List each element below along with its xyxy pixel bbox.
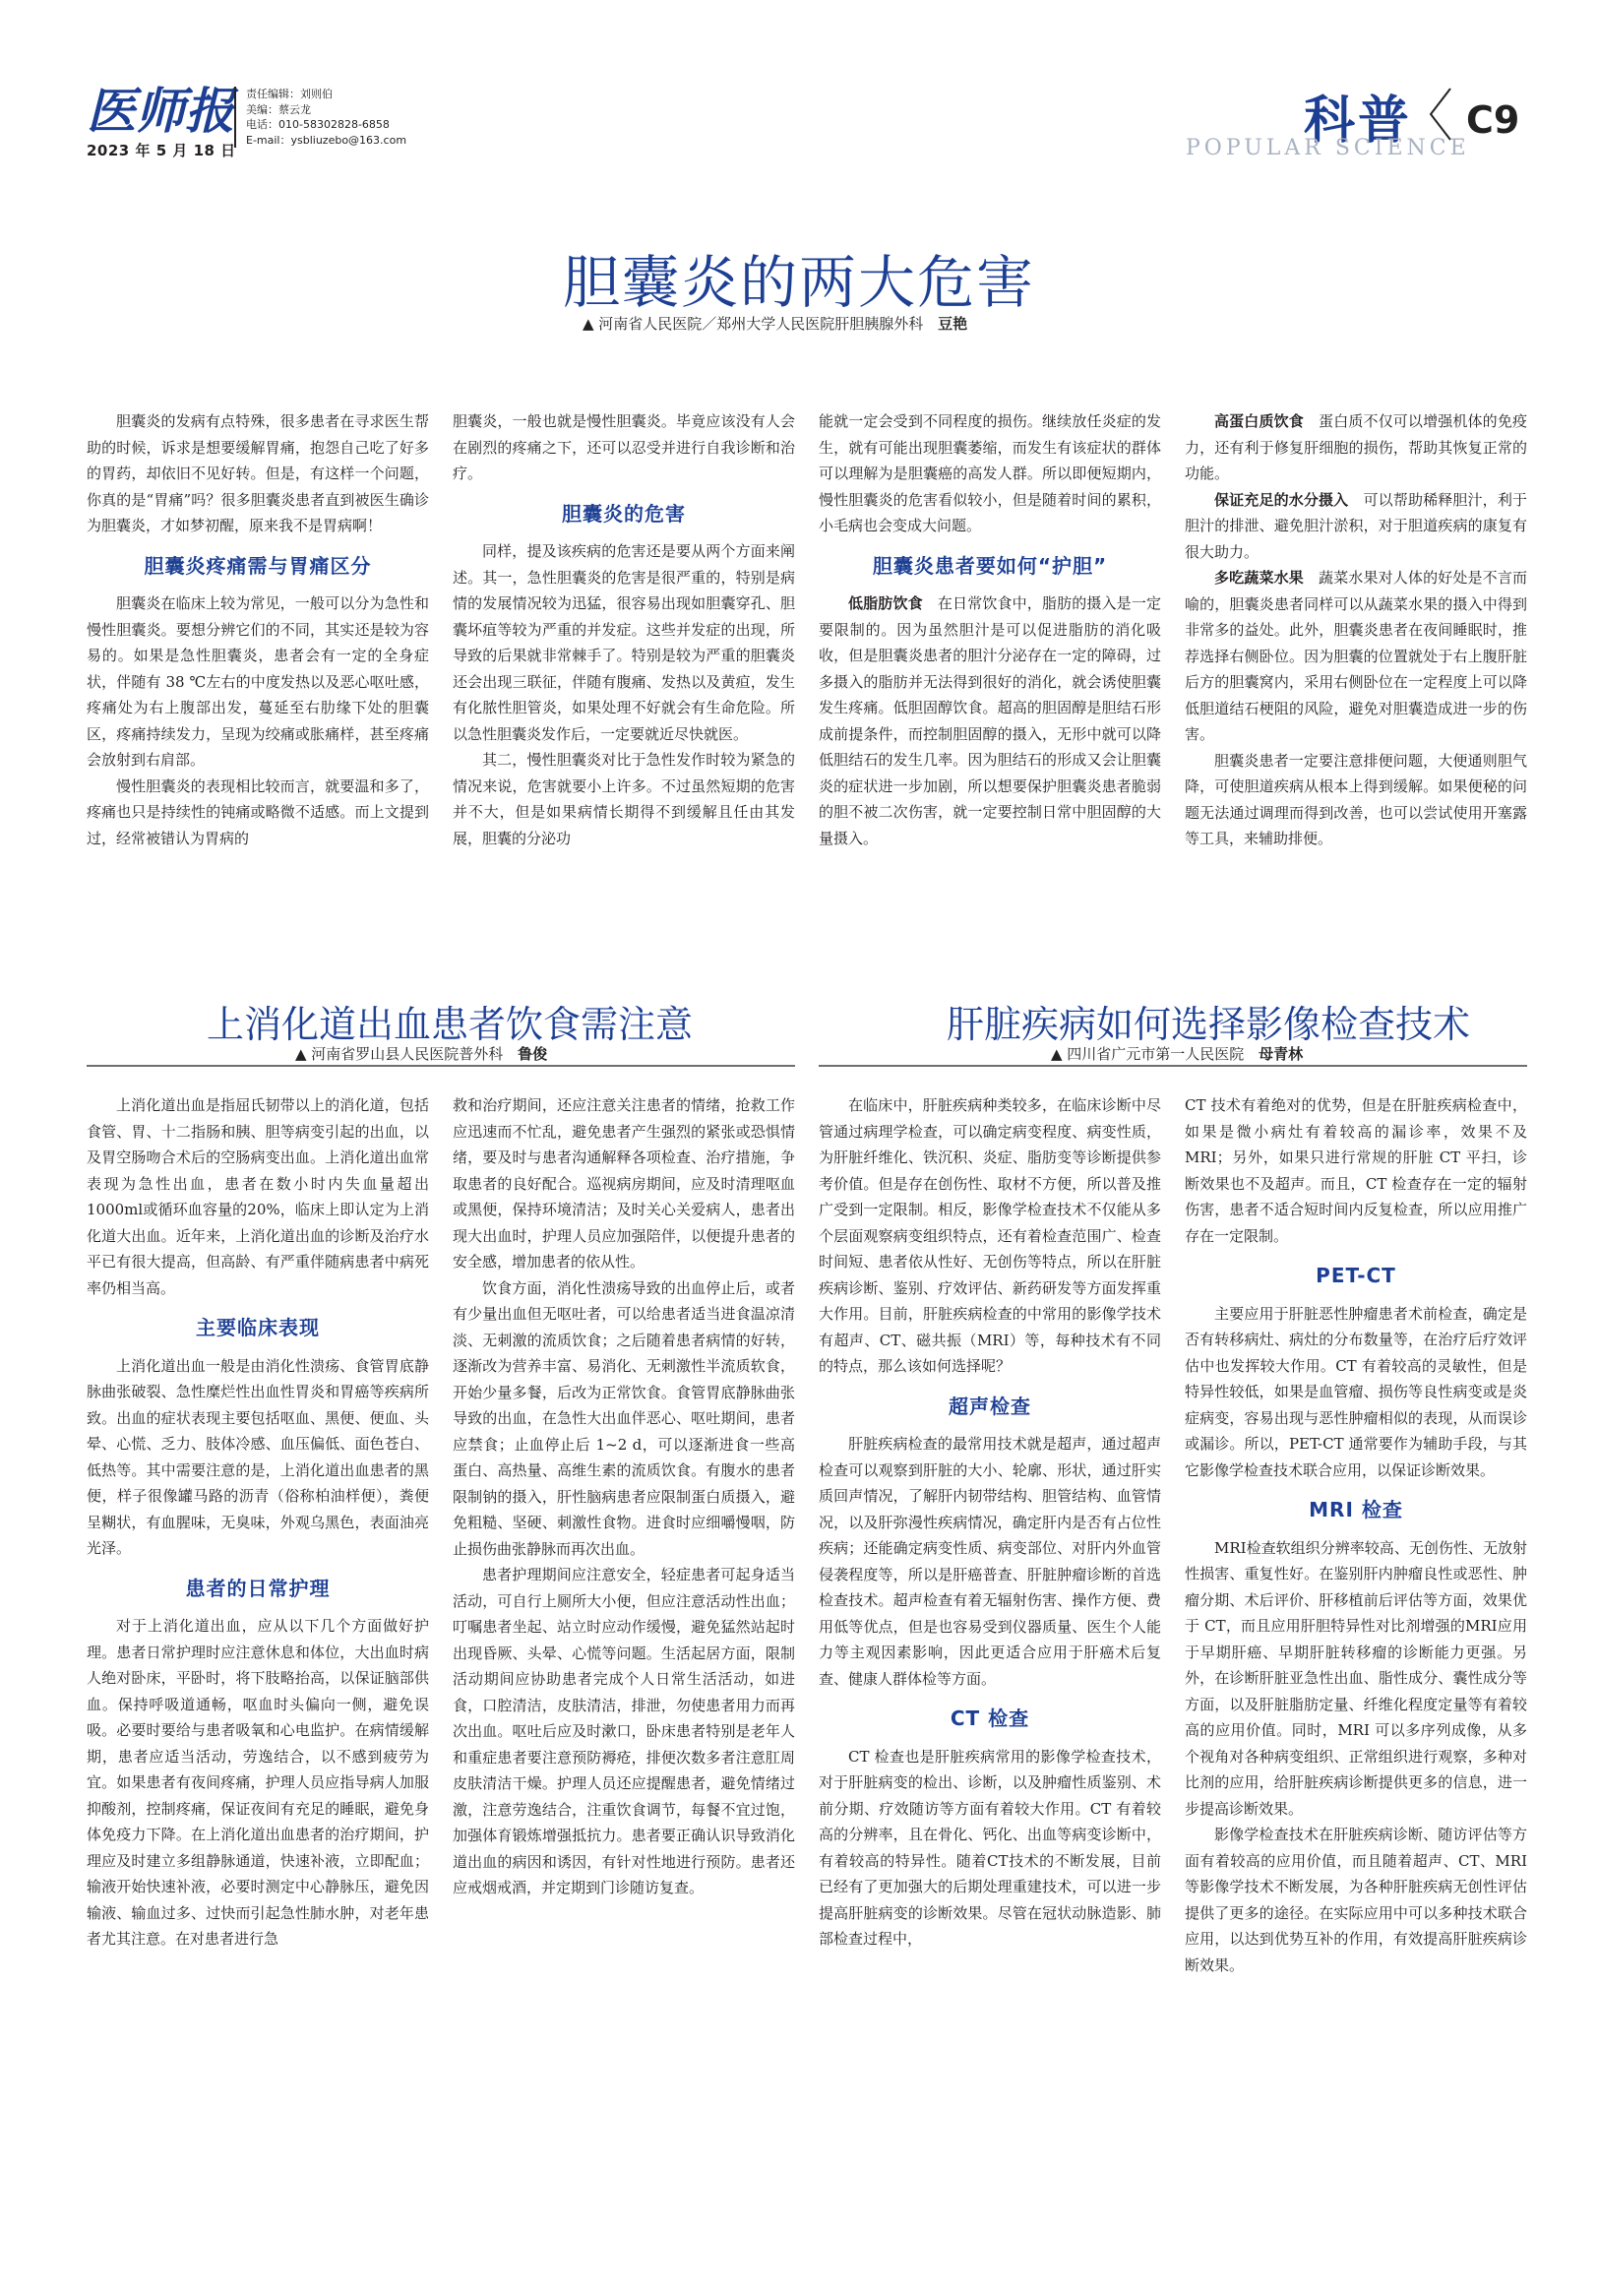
article3-divider (819, 1065, 1527, 1067)
article1-byline (583, 313, 967, 334)
paragraph: 其二，慢性胆囊炎对比于急性发作时较为紧急的情况来说，危害就要小上许多。不过虽然短期的危害并不大，但是如果病情长期得不到缓解且任由其发展，胆囊的分泌功 (453, 751, 795, 847)
email-line: E-mail：ysbliuzebo@163.com (246, 133, 407, 147)
subheading: MRI 检查 (1309, 1498, 1403, 1521)
paragraph: 胆囊炎在临床上较为常见，一般可以分为急性和慢性胆囊炎。要想分辨它们的不同，其实还是较为容易的。如果是急性胆囊炎，患者会有一定的全身症状，伴随有 38 ℃左右的中度发热以及恶心呕吐感，疼痛处为右上腹部出发，蔓延至右肋缘下处的胆囊区，疼痛持续发力，呈现为绞痛或胀痛样，甚至疼痛会放射到右肩部。 (87, 594, 429, 769)
chevron-left-icon (1425, 85, 1454, 144)
paragraph: 上消化道出血是指屈氏韧带以上的消化道，包括食管、胃、十二指肠和胰、胆等病变引起的出血，以及胃空肠吻合术后的空肠病变出血。上消化道出血常表现为急性出血，患者在数小时内失血量超出1000ml或循环血容量的20%，临床上即认定为上消化道大出血。近年来，上消化道出血的诊断及治疗水平已有很大提高，但高龄、有严重伴随病患者中病死率仍相当高。 (87, 1096, 429, 1297)
paragraph: 同样，提及该疾病的危害还是要从两个方面来阐述。其一，急性胆囊炎的危害是很严重的，特别是病情的发展情况较为迅猛，很容易出现如胆囊穿孔、胆囊坏疽等较为严重的并发症。这些并发症的出现，所导致的后果就非常棘手了。特别是较为严重的胆囊炎还会出现三联征，伴随有腹痛、发热以及黄疸，发生有化脓性胆管炎，如果处理不好就会有生命危险。所以急性胆囊炎发作后，一定要就近尽快就医。 (453, 542, 795, 743)
paragraph: 在临床中，肝脏疾病种类较多，在临床诊断中尽管通过病理学检查，可以确定病变程度、病变性质，为肝脏纤维化、铁沉积、炎症、脂肪变等诊断提供参考价值。但是存在创伤性、取材不方便，所以普及推广受到一定限制。相反，影像学检查技术不仅能从多个层面观察病变组织特点，还有着检查范围广、检查时间短、患者依从性好、无创伤等特点，所以在肝脏疾病诊断、鉴别、疗效评估、新药研发等方面发挥重大作用。目前，肝脏疾病检查的中常用的影像学技术有超声、CT、磁共振（MRI）等，每种技术有不同的特点，那么该如何选择呢？ (819, 1096, 1161, 1375)
paragraph: MRI检查软组织分辨率较高、无创伤性、无放射性损害、重复性好。在鉴别肝内肿瘤良性或恶性、肿瘤分期、术后评价、肝移植前后评估等方面，效果优于 CT，而且应用肝胆特异性对比剂增强的MRI应用于早期肝癌、早期肝脏转移瘤的诊断能力更强。另外，在诊断肝脏亚急性出血、脂性成分、囊性成分等方面，以及肝脏脂肪定量、纤维化程度定量等有着较高的应用价值。同时，MRI 可以多序列成像，从多个视角对各种病变组织、正常组织进行观察，多种对比剂的应用，给肝脏疾病诊断提供更多的信息，进一步提高诊断效果。 (1185, 1538, 1527, 1818)
article2-column-2 (453, 1092, 795, 1901)
article1-column-3 (819, 408, 1161, 851)
article1-column-4 (1185, 408, 1527, 852)
paragraph: 救和治疗期间，还应注意关注患者的情绪，抢救工作应迅速而不忙乱，避免患者产生强烈的紧张或恐惧情绪，要及时与患者沟通解释各项检查、治疗措施，争取患者的良好配合。巡视病房期间，应及时清理呕血或黑便，保持环境清洁；及时关心关爱病人，患者出现大出血时，护理人员应加强陪伴，以便提升患者的安全感，增加患者的依从性。 (453, 1096, 795, 1271)
lead-in: 保证充足的水分摄入 (1214, 490, 1349, 509)
issue-date: 2023 年 5 月 18 日 (87, 142, 236, 159)
article1-title: 胆囊炎的两大危害 (562, 249, 1035, 316)
article1-byline-affiliation: ▲ 河南省人民医院／郑州大学人民医院肝胆胰腺外科 (583, 315, 924, 333)
article2-title: 上消化道出血患者饮食需注意 (207, 1003, 694, 1046)
designer-line: 美编：蔡云龙 (246, 102, 311, 116)
article3-column-1 (819, 1092, 1161, 1953)
editor-info (234, 87, 406, 148)
article3-column-2 (1185, 1092, 1527, 1978)
subheading: 胆囊炎的危害 (562, 501, 686, 526)
paragraph: 影像学检查技术在肝脏疾病诊断、随访评估等方面有着较高的应用价值，而且随着超声、CT、MRI 等影像学技术不断发展，为各种肝脏疾病无创性评估提供了更多的途径。在实际应用中可以多种技术联合应用，以达到优势互补的作用，有效提高肝脏疾病诊断效果。 (1185, 1826, 1527, 1974)
paragraph-text: 蔬菜水果对人体的好处是不言而喻的，胆囊炎患者同样可以从蔬菜水果的摄入中得到非常多的益处。此外，胆囊炎患者在夜间睡眠时，推荐选择右侧卧位。因为胆囊的位置就处于右上腹肝脏后方的胆囊窝内，采用右侧卧位在一定程度上可以降低胆道结石梗阻的风险，避免对胆囊造成进一步的伤害。 (1185, 569, 1527, 743)
article2-byline (295, 1043, 547, 1064)
editor-line: 责任编辑：刘则伯 (246, 88, 333, 100)
paragraph: 饮食方面，消化性溃疡导致的出血停止后，或者有少量出血但无呕吐者，可以给患者适当进食温凉清淡、无刺激的流质饮食；之后随着患者病情的好转，逐渐改为营养丰富、易消化、无刺激性半流质软食，开始少量多餐，后改为正常饮食。食管胃底静脉曲张导致的出血，在急性大出血伴恶心、呕吐期间，患者应禁食；止血停止后 1~2 d，可以逐渐进食一些高蛋白、高热量、高维生素的流质饮食。有腹水的患者限制钠的摄入，肝性脑病患者应限制蛋白质摄入，避免粗糙、坚硬、刺激性食物。进食时应细嚼慢咽，防止损伤曲张静脉而再次出血。 (453, 1278, 795, 1558)
article2-column-1 (87, 1092, 429, 1953)
article3-byline (1051, 1043, 1303, 1064)
article3-title: 肝脏疾病如何选择影像检查技术 (947, 1003, 1471, 1046)
paragraph: 肝脏疾病检查的最常用技术就是超声，通过超声检查可以观察到肝脏的大小、轮廓、形状，通过肝实质回声情况，了解肝内韧带结构、胆管结构、血管情况，以及肝弥漫性疾病情况，确定肝内是否有占位性疾病；还能确定病变性质、病变部位、对肝内外血管侵袭程度等，所以是肝癌普查、肝脏肿瘤诊断的首选检查技术。超声检查有着无辐射伤害、操作方便、费用低等优点，但是也容易受到仪器质量、医生个人能力等主观因素影响，因此更适合应用于肝癌术后复查、健康人群体检等方面。 (819, 1435, 1161, 1688)
article1-column-2 (453, 408, 795, 851)
paragraph: 主要应用于肝脏恶性肿瘤患者术前检查，确定是否有转移病灶、病灶的分布数量等，在治疗后疗效评估中也发挥较大作用。CT 有着较高的灵敏性，但是特异性较低，如果是血管瘤、损伤等良性病变或是炎症病变，容易出现与恶性肿瘤相似的表现，从而误诊或漏诊。所以，PET-CT 通常要作为辅助手段，与其它影像学检查技术联合应用，以保证诊断效果。 (1185, 1304, 1527, 1479)
section-english: POPULAR SCIENCE (1186, 136, 1470, 160)
subheading: PET-CT (1316, 1264, 1396, 1287)
paragraph: CT 检查也是肝脏疾病常用的影像学检查技术，对于肝脏病变的检出、诊断，以及肿瘤性质鉴别、术前分期、疗效随访等方面有着较大作用。CT 有着较高的分辨率，且在骨化、钙化、出血等病变诊断中，有着较高的特异性。随着CT技术的不断发展，目前已经有了更加强大的后期处理重建技术，可以进一步提高肝脏病变的诊断效果。尽管在冠状动脉造影、肺部检查过程中， (819, 1747, 1161, 1948)
paragraph: 慢性胆囊炎的表现相比较而言，就要温和多了，疼痛也只是持续性的钝痛或略微不适感。而上文提到过，经常被错认为胃病的 (87, 776, 429, 847)
article2-author: 鲁俊 (518, 1045, 548, 1063)
subheading: 胆囊炎疼痛需与胃痛区分 (144, 553, 372, 578)
subheading: CT 检查 (950, 1706, 1030, 1730)
paragraph (819, 590, 1161, 851)
subheading: 超声检查 (949, 1394, 1031, 1418)
subheading: 胆囊炎患者要如何“护胆” (872, 553, 1108, 578)
paragraph: 患者护理期间应注意安全，轻症患者可起身适当活动，可自行上厕所大小便，但应注意活动性出血；叮嘱患者坐起、站立时应动作缓慢，避免猛然站起时出现昏厥、头晕、心慌等问题。生活起居方面，限制活动期间应协助患者完成个人日常生活活动，如进食，口腔清洁，皮肤清洁，排泄，勿使患者用力而再次出血。呕吐后应及时漱口，卧床患者特别是老年人和重症患者要注意预防褥疮，排便次数多者注意肛周皮肤清洁干燥。护理人员还应提醒患者，避免情绪过激，注意劳逸结合，注重饮食调节，每餐不宜过饱，加强体育锻炼增强抵抗力。患者要正确认识导致消化道出血的病因和诱因，有针对性地进行预防。患者还应戒烟戒酒，并定期到门诊随访复查。 (453, 1566, 795, 1896)
newspaper-logo (87, 82, 234, 140)
article1-author: 豆艳 (938, 315, 968, 333)
paragraph-text: 蛋白质不仅可以增强机体的免疫力，还有利于修复肝细胞的损伤，帮助其恢复正常的功能。 (1185, 412, 1527, 482)
lead-in: 高蛋白质饮食 (1214, 412, 1304, 430)
page-number: C9 (1466, 98, 1520, 142)
section-title: 科普 (1304, 91, 1413, 151)
paragraph (1185, 408, 1527, 487)
paragraph (1185, 487, 1527, 566)
paragraph: 上消化道出血一般是由消化性溃疡、食管胃底静脉曲张破裂、急性糜烂性出血性胃炎和胃癌等疾病所致。出血的症状表现主要包括呕血、黑便、便血、头晕、心慌、乏力、肢体冷感、血压偏低、面色苍白、低热等。其中需要注意的是，上消化道出血患者的黑便，样子很像罐马路的沥青（俗称柏油样便），粪便呈糊状，有血腥味，无臭味，外观乌黑色，表面油亮光泽。 (87, 1356, 429, 1557)
article2-divider (87, 1065, 795, 1067)
lead-in: 低脂肪饮食 (848, 594, 923, 612)
paragraph: 胆囊炎患者一定要注意排便问题，大便通则胆气降，可使胆道疾病从根本上得到缓解。如果便秘的问题无法通过调理而得到改善，也可以尝试使用开塞露等工具，来辅助排便。 (1185, 751, 1527, 847)
lead-in: 多吃蔬菜水果 (1214, 569, 1304, 587)
paragraph-text: 可以帮助稀释胆汁，利于胆汁的排泄、避免胆汁淤积，对于胆道疾病的康复有很大助力。 (1185, 490, 1527, 561)
paragraph: 胆囊炎的发病有点特殊，很多患者在寻求医生帮助的时候，诉求是想要缓解胃痛，抱怨自己吃了好多的胃药，却依旧不见好转。但是，有这样一个问题，你真的是“胃痛”吗？很多胆囊炎患者直到被医生确诊为胆囊炎，才如梦初醒，原来我不是胃病啊！ (87, 412, 429, 534)
subheading: 患者的日常护理 (185, 1576, 331, 1600)
svg-text:医师报: 医师报 (87, 82, 234, 140)
paragraph: 对于上消化道出血，应从以下几个方面做好护理。患者日常护理时应注意休息和体位，大出血时病人绝对卧床，平卧时，将下肢略抬高，以保证脑部供血。保持呼吸道通畅，呕血时头偏向一侧，避免误吸。必要时要给与患者吸氧和心电监护。在病情缓解期，患者应适当活动，劳逸结合，以不感到疲劳为宜。如果患者有夜间疼痛，护理人员应指导病人加服抑酸剂，控制疼痛，保证夜间有充足的睡眠，避免身体免疫力下降。在上消化道出血患者的治疗期间，护理应及时建立多组静脉通道，快速补液，立即配血；输液开始快速补液，必要时测定中心静脉压，避免因输液、输血过多、过快而引起急性肺水肿，对老年患者尤其注意。在对患者进行急 (87, 1617, 429, 1948)
paragraph: 能就一定会受到不同程度的损伤。继续放任炎症的发生，就有可能出现胆囊萎缩，而发生有该症状的群体可以理解为是胆囊癌的高发人群。所以即便短期内，慢性胆囊炎的危害看似较小，但是随着时间的累积，小毛病也会变成大问题。 (819, 412, 1161, 534)
subheading: 主要临床表现 (196, 1316, 320, 1339)
article1-column-1 (87, 408, 429, 851)
paragraph-text: 在日常饮食中，脂肪的摄入是一定要限制的。因为虽然胆汁是可以促进脂肪的消化吸收，但是胆囊炎患者的胆汁分泌存在一定的障碍，过多摄入的脂肪并无法得到很好的消化，就会诱使胆囊发生疼痛。低胆固醇饮食。超高的胆固醇是胆结石形成前提条件，而控制胆固醇的摄入，无形中就可以降低胆结石的发生几率。因为胆结石的形成又会让胆囊炎的症状进一步加剧，所以想要保护胆囊炎患者脆弱的胆不被二次伤害，就一定要控制日常中胆固醇的大量摄入。 (819, 594, 1161, 847)
article3-author: 母青林 (1259, 1045, 1304, 1063)
article2-byline-affiliation: ▲ 河南省罗山县人民医院普外科 (295, 1045, 504, 1063)
paragraph: 胆囊炎，一般也就是慢性胆囊炎。毕竟应该没有人会在剧烈的疼痛之下，还可以忍受并进行自我诊断和治疗。 (453, 412, 795, 482)
article3-byline-affiliation: ▲ 四川省广元市第一人民医院 (1051, 1045, 1245, 1063)
paragraph: CT 技术有着绝对的优势，但是在肝脏疾病检查中，如果是微小病灶有着较高的漏诊率，效果不及 MRI；另外，如果只进行常规的肝脏 CT 平扫，诊断效果也不及超声。而且，CT 检查存在一定的辐射伤害，患者不适合短时间内反复检查，所以应用推广存在一定限制。 (1185, 1096, 1527, 1245)
phone-line: 电话：010-58302828-6858 (246, 118, 390, 131)
paragraph (1185, 565, 1527, 748)
